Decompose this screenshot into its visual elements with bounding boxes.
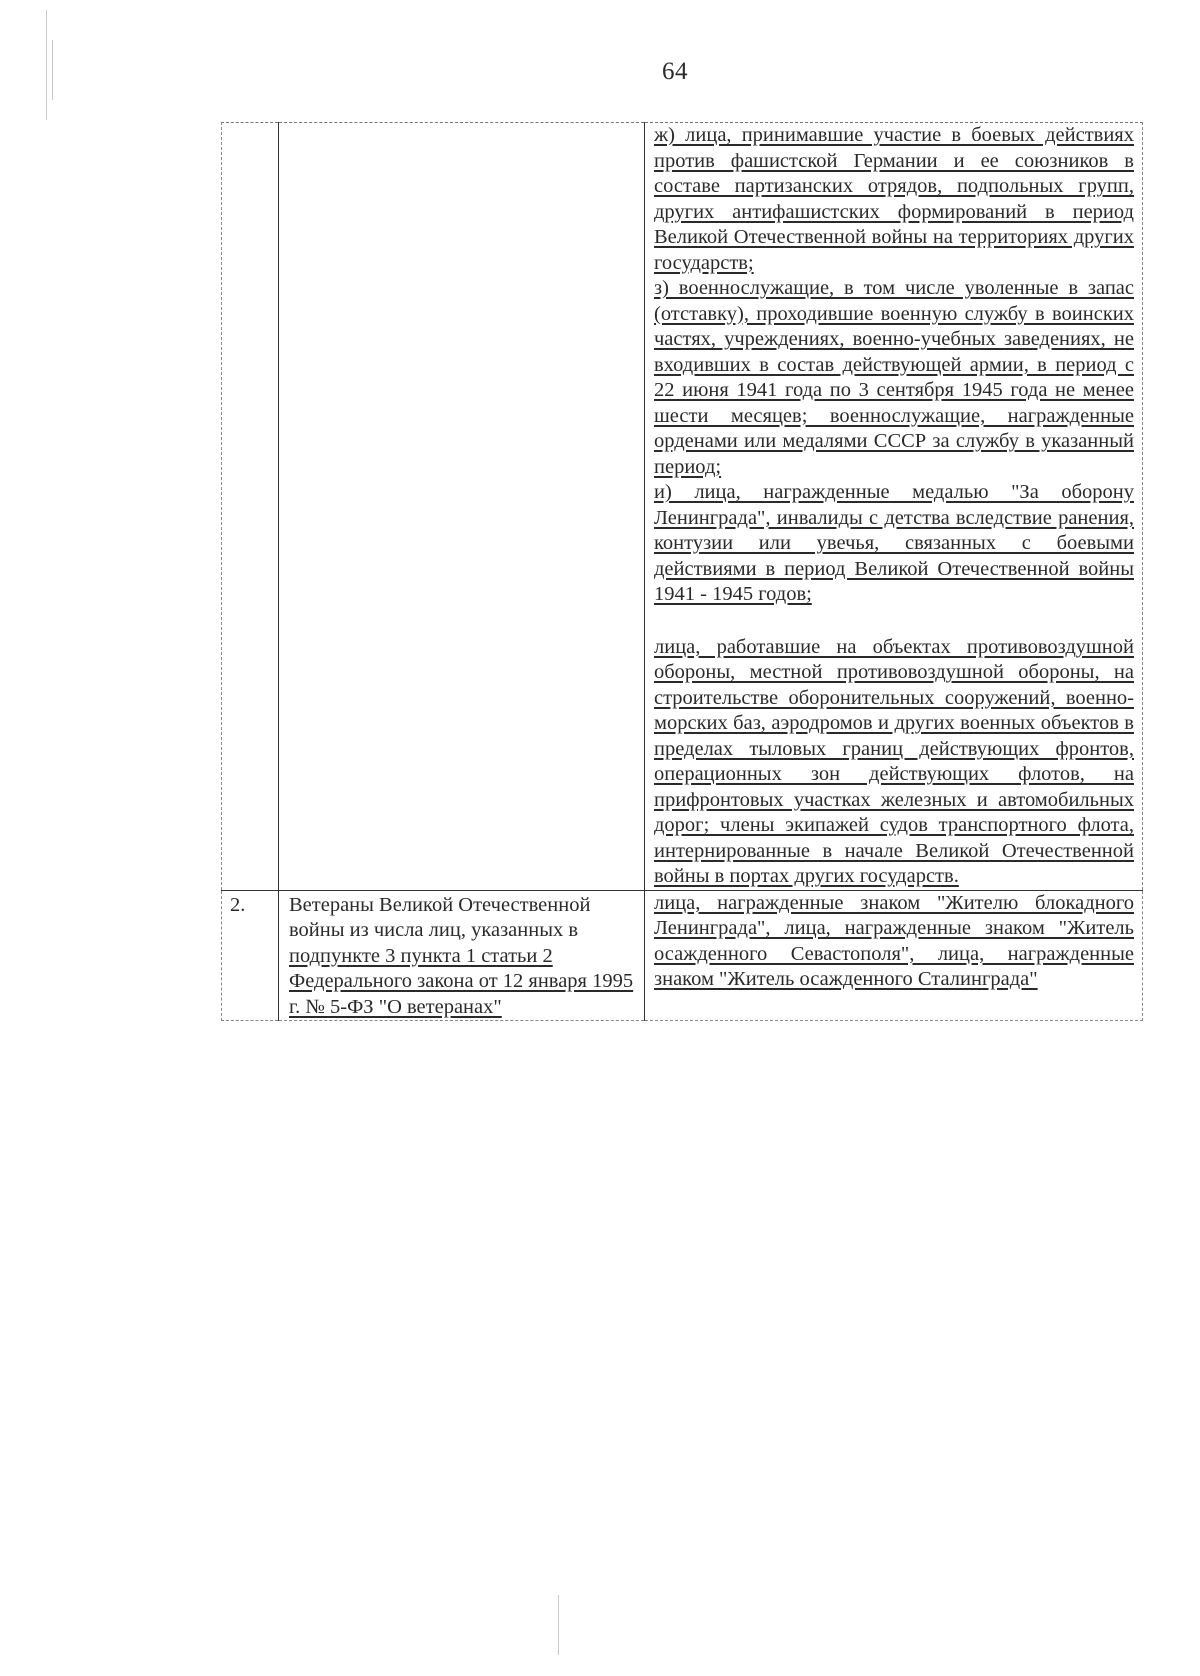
paragraph-workers-text: лица, работавшие на объектах противовоздушной обороны, местной противовоздушной обороны, на строительстве оборонительных сооружений, военно-морских баз, аэродромов и других военных объектов в пределах тыловых границ действующих фронтов, операционных зон действующих флотов, на прифронтовых участках железных и автомобильных дорог; члены экипажей судов транспортного флота, интернированные в начале Великой Отечественной войны в портах других государств. (654, 635, 1134, 887)
paragraph-zh (645, 123, 1142, 276)
category-plain: Ветераны Великой Отечественной войны из числа лиц, указанных в (289, 893, 591, 941)
category-text (279, 123, 644, 125)
scan-artifact-bottom (558, 1595, 559, 1655)
table-row (222, 123, 1143, 891)
paragraph-z-text: з) военнослужащие, в том числе уволенные в запас (отставку), проходившие военную службу в воинских частях, учреждениях, военно-учебных заведениях, не входивших в состав действующей армии, в период с 22 июня 1941 года по 3 сентября 1945 года не менее шести месяцев; военнослужащие, награжденные орденами или медалями СССР за службу в указанный период; (654, 277, 1134, 478)
category-cell (279, 123, 645, 891)
page-number: 64 (662, 58, 688, 85)
paragraph-i (645, 480, 1142, 608)
paragraph-blockade-text: лица, награжденные знаком "Жителю блокадного Ленинграда", лица, награжденные знаком "Житель осажденного Севастополя", лица, награжденные знаком "Житель осажденного Сталинграда" (654, 891, 1134, 990)
paragraph-z (645, 276, 1142, 480)
category-underlined: подпункте 3 пункта 1 статьи 2 Федерального закона от 12 января 1995 г. № 5-ФЗ "О ветеранах" (289, 944, 634, 1018)
paragraph-gap (645, 608, 1142, 635)
category-text (279, 891, 644, 1021)
paragraph-i-text: и) лица, награжденные медалью "За оборону Ленинграда", инвалиды с детства вследствие ранения, контузии или увечья, связанных с боевыми действиями в период Великой Отечественной войны 1941 - 1945 годов; (654, 481, 1134, 605)
row-number (222, 123, 278, 125)
paragraph-workers (645, 635, 1142, 890)
table-row (222, 890, 1143, 1021)
row-number-cell (222, 123, 279, 891)
paragraph-zh-text: ж) лица, принимавшие участие в боевых действиях против фашистской Германии и ее союзников в составе партизанских отрядов, подпольных групп, других антифашистских формирований в период Великой Отечественной войны на территориях других государств; (654, 124, 1134, 274)
category-cell (279, 890, 645, 1021)
description-cell (645, 123, 1143, 891)
row-number-cell (222, 890, 279, 1021)
description-cell (645, 890, 1143, 1021)
veterans-table (221, 122, 1143, 1021)
row-number: 2. (230, 893, 246, 916)
paragraph-blockade (645, 891, 1142, 993)
